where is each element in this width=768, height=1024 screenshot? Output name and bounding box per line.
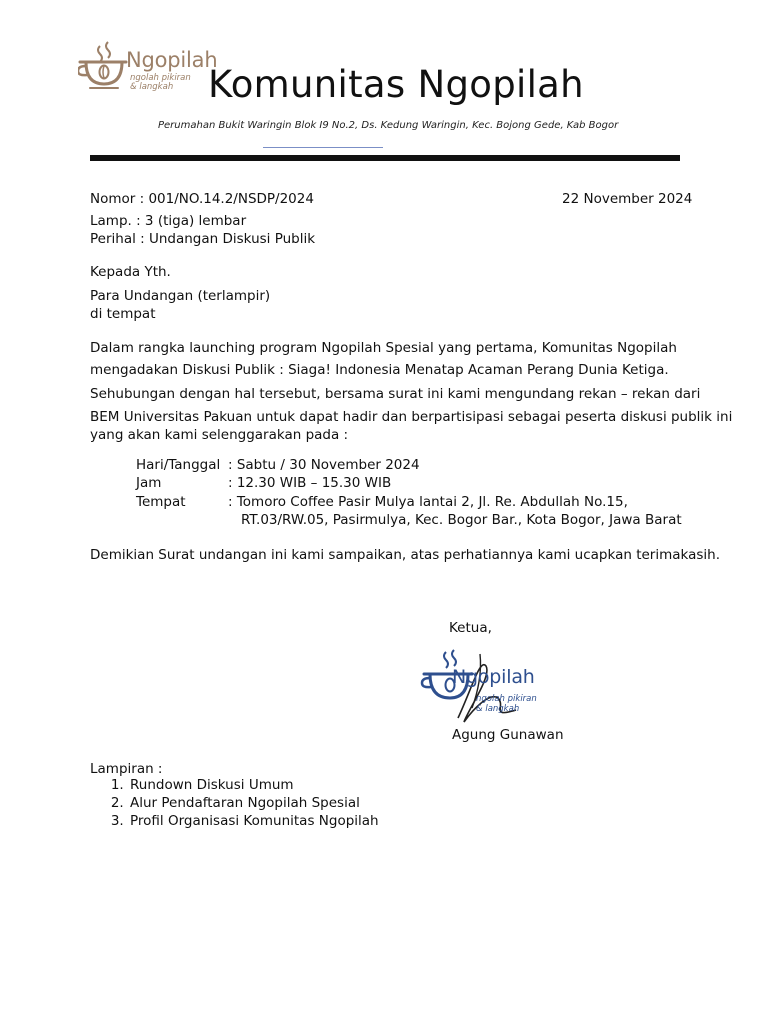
signature-stamp-icon bbox=[420, 648, 580, 728]
body-paragraph-line-3: Sehubungan dengan hal tersebut, bersama surat ini kami mengundang rekan – rekan dari bbox=[90, 386, 701, 402]
recipient-line-1: Para Undangan (terlampir) bbox=[90, 288, 271, 304]
letter-date: 22 November 2024 bbox=[562, 191, 693, 207]
event-date-value: : Sabtu / 30 November 2024 bbox=[228, 457, 420, 473]
recipient-greeting: Kepada Yth. bbox=[90, 264, 171, 280]
letterhead-divider bbox=[90, 155, 680, 161]
event-place-value-line-2: RT.03/RW.05, Pasirmulya, Kec. Bogor Bar., Kota Bogor, Jawa Barat bbox=[241, 512, 682, 528]
body-paragraph-line-4: BEM Universitas Pakuan untuk dapat hadir dan berpartisipasi sebagai peserta diskusi publik ini bbox=[90, 409, 733, 425]
signer-role: Ketua, bbox=[449, 620, 492, 636]
attachment-item: 3. Profil Organisasi Komunitas Ngopilah bbox=[128, 812, 379, 830]
closing-sentence: Demikian Surat undangan ini kami sampaikan, atas perhatiannya kami ucapkan terimakasih. bbox=[90, 547, 720, 563]
letter-number: Nomor : 001/NO.14.2/NSDP/2024 bbox=[90, 191, 314, 207]
event-date-label: Hari/Tanggal bbox=[136, 457, 221, 473]
logo-tagline-line-1: ngolah pikiran bbox=[130, 73, 191, 83]
body-paragraph-line-2: mengadakan Diskusi Publik : Siaga! Indonesia Menatap Acaman Perang Dunia Ketiga. bbox=[90, 362, 669, 378]
recipient-line-2: di tempat bbox=[90, 306, 156, 322]
event-place-label: Tempat bbox=[136, 494, 186, 510]
event-place-row bbox=[136, 493, 628, 511]
organization-address: Perumahan Bukit Waringin Blok I9 No.2, Ds. Kedung Waringin, Kec. Bojong Gede, Kab Bogor bbox=[158, 120, 619, 131]
event-time-label: Jam bbox=[136, 475, 162, 491]
signature-stamp-tagline-1: ngolah pikiran bbox=[476, 694, 537, 704]
signature-stamp-tagline bbox=[476, 694, 537, 714]
signature-stamp bbox=[420, 648, 580, 728]
attachment-item: 2. Alur Pendaftaran Ngopilah Spesial bbox=[128, 794, 379, 812]
organization-title: Komunitas Ngopilah bbox=[208, 63, 584, 106]
letter-subject: Perihal : Undangan Diskusi Publik bbox=[90, 231, 316, 247]
logo-tagline-line-2: & langkah bbox=[130, 82, 174, 92]
event-time-value: : 12.30 WIB – 15.30 WIB bbox=[228, 475, 392, 491]
attachment-item: 1. Rundown Diskusi Umum bbox=[128, 776, 379, 794]
logo-tagline bbox=[130, 74, 191, 92]
body-paragraph-line-5: yang akan kami selenggarakan pada : bbox=[90, 427, 349, 443]
attachments-title: Lampiran : bbox=[90, 761, 163, 777]
body-paragraph-line-1: Dalam rangka launching program Ngopilah Spesial yang pertama, Komunitas Ngopilah bbox=[90, 340, 677, 356]
logo-brand-name: Ngopilah bbox=[126, 48, 218, 72]
signer-name: Agung Gunawan bbox=[452, 727, 564, 743]
signature-stamp-name: Ngopilah bbox=[452, 666, 535, 688]
letter-attachment-count: Lamp. : 3 (tiga) lembar bbox=[90, 213, 247, 229]
event-time-row bbox=[136, 474, 391, 492]
event-place-value: : Tomoro Coffee Pasir Mulya lantai 2, Jl. Re. Abdullah No.15, bbox=[228, 494, 628, 510]
address-underline bbox=[263, 147, 383, 148]
attachments-list bbox=[90, 776, 379, 830]
signature-stamp-tagline-2: & langkah bbox=[476, 704, 520, 714]
event-date-row bbox=[136, 456, 420, 474]
